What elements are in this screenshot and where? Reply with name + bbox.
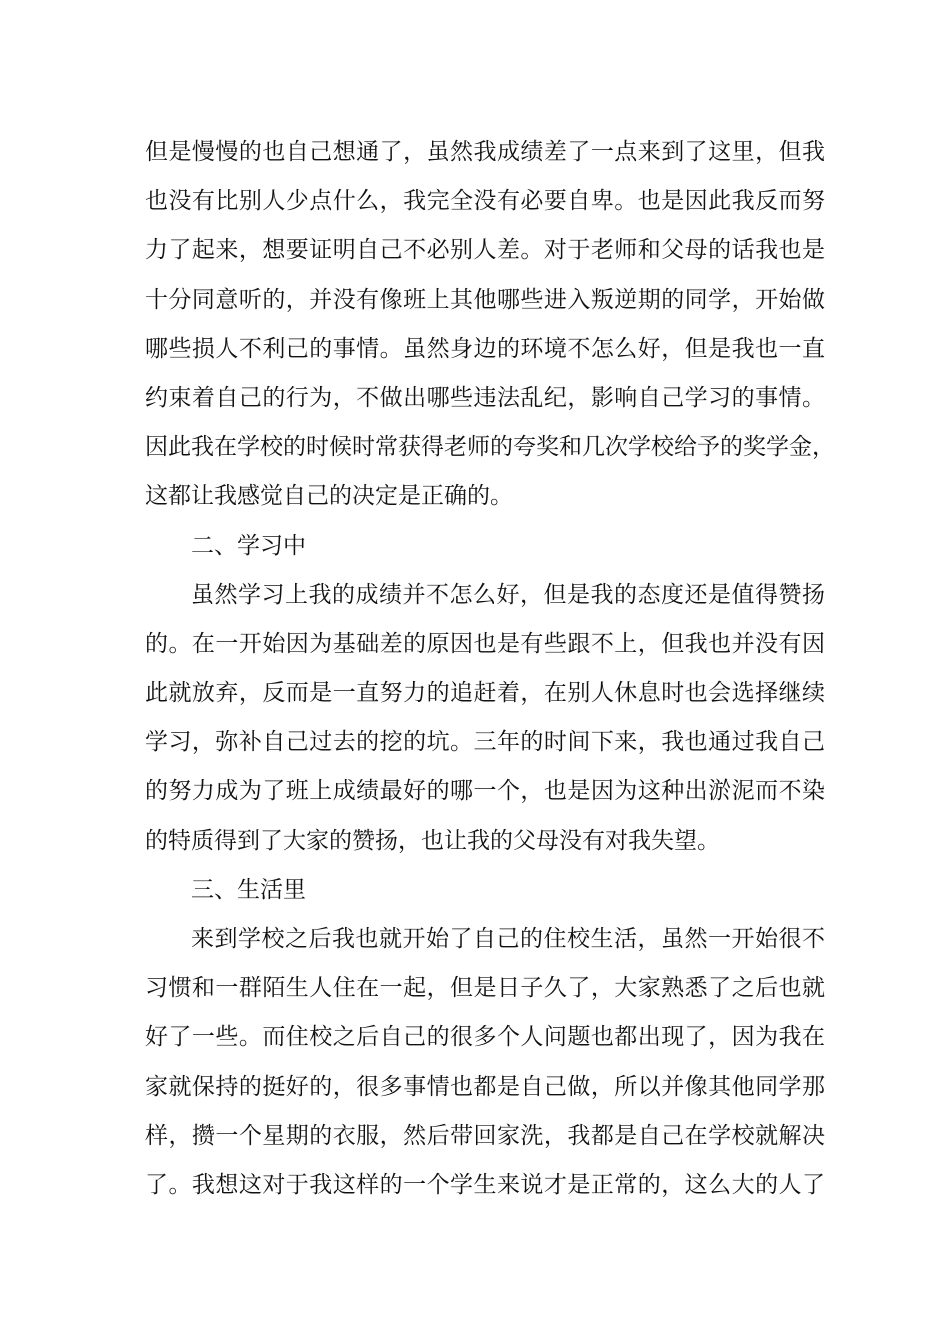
paragraph-1-line-8: 这都让我感觉自己的决定是正确的。 [145, 483, 513, 510]
paragraph-1-line-4: 十分同意听的，并没有像班上其他哪些进入叛逆期的同学，开始做 [145, 286, 825, 313]
section-heading-life: 三、生活里 [191, 876, 306, 903]
paragraph-2-line-6: 的特质得到了大家的赞扬，也让我的父母没有对我失望。 [145, 827, 720, 854]
paragraph-2-line-3: 此就放弃，反而是一直努力的追赶着，在别人休息时也会选择继续 [145, 680, 825, 707]
paragraph-2-line-1: 虽然学习上我的成绩并不怎么好，但是我的态度还是值得赞扬 [191, 581, 825, 608]
paragraph-1-line-7: 因此我在学校的时候时常获得老师的夸奖和几次学校给予的奖学金， [145, 434, 835, 461]
paragraph-1-line-6: 约束着自己的行为，不做出哪些违法乱纪，影响自己学习的事情。 [145, 384, 825, 411]
paragraph-1-line-2: 也没有比别人少点什么，我完全没有必要自卑。也是因此我反而努 [145, 188, 825, 215]
paragraph-1-line-1: 但是慢慢的也自己想通了，虽然我成绩差了一点来到了这里，但我 [145, 139, 825, 165]
paragraph-1-line-3: 力了起来，想要证明自己不必别人差。对于老师和父母的话我也是 [145, 237, 825, 264]
paragraph-2-line-2: 的。在一开始因为基础差的原因也是有些跟不上，但我也并没有因 [145, 630, 825, 657]
section-heading-study: 二、学习中 [191, 532, 306, 559]
paragraph-1-line-5: 哪些损人不利己的事情。虽然身边的环境不怎么好，但是我也一直 [145, 335, 825, 362]
paragraph-2-line-4: 学习，弥补自己过去的挖的坑。三年的时间下来，我也通过我自己 [145, 729, 825, 756]
paragraph-3-line-1: 来到学校之后我也就开始了自己的住校生活，虽然一开始很不 [191, 926, 825, 952]
paragraph-3-line-3: 好了一些。而住校之后自己的很多个人问题也都出现了，因为我在 [145, 1024, 825, 1051]
paragraph-3-line-4: 家就保持的挺好的，很多事情也都是自己做，所以并像其他同学那 [145, 1073, 825, 1100]
paragraph-3-line-2: 习惯和一群陌生人住在一起，但是日子久了，大家熟悉了之后也就 [145, 975, 825, 1002]
paragraph-3-line-6: 了。我想这对于我这样的一个学生来说才是正常的，这么大的人了 [145, 1171, 825, 1198]
paragraph-2-line-5: 的努力成为了班上成绩最好的哪一个，也是因为这种出淤泥而不染 [145, 778, 825, 805]
paragraph-3-line-5: 样，攒一个星期的衣服，然后带回家洗，我都是自己在学校就解决 [145, 1122, 825, 1149]
document-body [145, 128, 835, 1210]
